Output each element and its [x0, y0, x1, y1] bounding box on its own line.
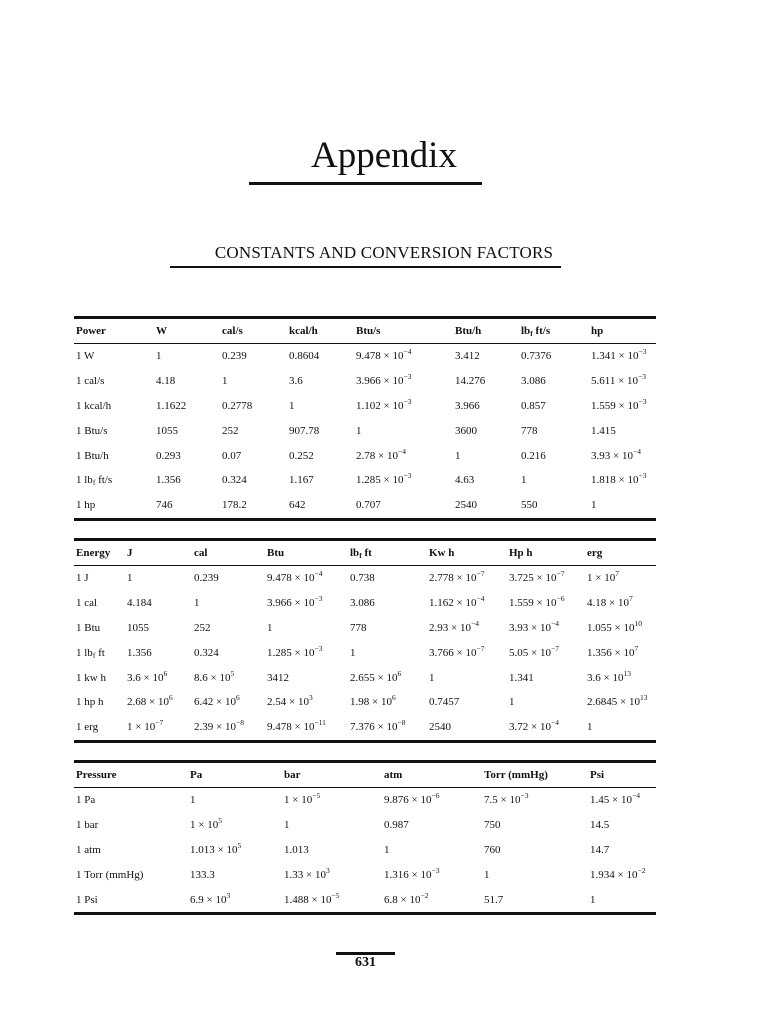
table-cell: $2.655 \times 10^6$ [350, 668, 402, 684]
column-header: cal/s [222, 325, 243, 337]
column-header: atm [384, 769, 403, 781]
table-row [74, 369, 656, 394]
table-cell: 0.324 [222, 474, 247, 487]
table-cell: 1 [190, 794, 196, 807]
table-cell: 1 [194, 597, 200, 610]
energy-conversion-table [74, 538, 656, 743]
table-cell: $2.39 \times 10^{-8}$ [194, 718, 244, 734]
table-cell: $2.778 \times 10^{-7}$ [429, 569, 485, 585]
table-cell: 1 [222, 375, 228, 388]
row-label: 1 cal/s [76, 375, 105, 388]
table-cell: 0.707 [356, 499, 381, 512]
table-row [74, 468, 656, 493]
table-cell: $5.611 \times 10^{-3}$ [591, 372, 647, 388]
table-cell: 0.7457 [429, 696, 460, 709]
table-cell: 3600 [455, 424, 477, 437]
row-label: 1 Torr (mmHg) [76, 868, 144, 881]
table-row [74, 443, 656, 468]
table-cell: 14.5 [590, 819, 610, 832]
table-cell: 0.324 [194, 646, 219, 659]
table-cell: $3.966 \times 10^{-3}$ [356, 372, 412, 388]
table-row [74, 493, 656, 519]
table-cell: 3412 [267, 671, 289, 684]
table-cell: $1.285 \times 10^{-3}$ [356, 471, 412, 487]
table-row [74, 344, 656, 369]
table-cell: $3.766 \times 10^{-7}$ [429, 643, 485, 659]
table-cell: 1 [350, 646, 356, 659]
table-cell: 1.1622 [156, 399, 187, 412]
table-cell: 0.738 [350, 572, 375, 585]
table-cell: $1.33 \times 10^3$ [284, 865, 330, 881]
table-cell: $1 \times 10^5$ [190, 816, 222, 832]
row-label: 1 kw h [76, 671, 106, 684]
table-cell: 907.78 [289, 424, 320, 437]
table-cell: $1.818 \times 10^{-3}$ [591, 471, 647, 487]
table-cell: 133.3 [190, 868, 215, 881]
table-cell: $3.725 \times 10^{-7}$ [509, 569, 565, 585]
column-header: Energy [76, 547, 111, 559]
table-cell: $1.559 \times 10^{-6}$ [509, 594, 565, 610]
column-header: W [156, 325, 167, 337]
table-cell: 1 [455, 449, 461, 462]
column-header: Btu [267, 547, 285, 559]
table-cell: $3.72 \times 10^{-4}$ [509, 718, 559, 734]
table-header-row [74, 540, 656, 566]
table-row [74, 665, 656, 690]
table-cell: 3.6 [289, 375, 303, 388]
column-header: Torr (mmHg) [484, 769, 548, 781]
column-header: hp [591, 325, 604, 337]
table-row [74, 566, 656, 591]
table-cell: 1.013 [284, 843, 309, 856]
table-cell: 3.086 [521, 375, 546, 388]
table-cell: 746 [156, 499, 173, 512]
table-row [74, 838, 656, 863]
table-cell: $1.98 \times 10^6$ [350, 693, 396, 709]
table-cell: 0.7376 [521, 350, 552, 363]
table-cell: 4.18 [156, 375, 176, 388]
column-header: Btu/s [356, 325, 381, 337]
table-cell: $4.18 \times 10^7$ [587, 594, 633, 610]
page-number: 631 [355, 955, 376, 970]
table-row [74, 640, 656, 665]
column-header: $lb_f$ ft/s [521, 325, 551, 338]
table-cell: 3.412 [455, 350, 480, 363]
table-cell: 1 [384, 843, 390, 856]
table-cell: $1.162 \times 10^{-4}$ [429, 594, 485, 610]
table-cell: 1055 [127, 621, 149, 634]
table-cell: 0.07 [222, 449, 242, 462]
table-cell: $1.934 \times 10^{-2}$ [590, 865, 646, 881]
section-heading: CONSTANTS AND CONVERSION FACTORS [214, 243, 554, 262]
table-cell: 1 [591, 499, 597, 512]
table-row [74, 394, 656, 419]
power-conversion-table [74, 316, 656, 521]
column-header: Pressure [76, 769, 117, 781]
row-label: 1 J [76, 572, 89, 585]
table-cell: 1 [127, 572, 133, 585]
row-label: 1 Psi [76, 893, 98, 906]
table-cell: 4.63 [455, 474, 475, 487]
table-cell: 760 [484, 843, 501, 856]
table-cell: 2540 [455, 499, 477, 512]
table-cell: 1 [356, 424, 362, 437]
table-cell: $1.488 \times 10^{-5}$ [284, 890, 340, 906]
column-header: Kw h [429, 547, 455, 559]
table-row [74, 887, 656, 913]
table-cell: $1.285 \times 10^{-3}$ [267, 643, 323, 659]
table-cell: 0.239 [222, 350, 247, 363]
table-cell: $8.6 \times 10^5$ [194, 668, 235, 684]
table-cell: 642 [289, 499, 306, 512]
table-cell: $1.559 \times 10^{-3}$ [591, 396, 647, 412]
table-cell: 778 [350, 621, 367, 634]
column-header: $lb_f$ ft [350, 547, 372, 560]
table-cell: 550 [521, 499, 538, 512]
table-cell: 778 [521, 424, 538, 437]
table-cell: $1 \times 10^7$ [587, 569, 619, 585]
table-cell: $9.478 \times 10^{-4}$ [267, 569, 323, 585]
table-cell: 1 [590, 893, 596, 906]
table-cell: 1 [284, 819, 290, 832]
row-label: 1 bar [76, 819, 99, 832]
table-cell: 1 [429, 671, 435, 684]
table-header-row [74, 762, 656, 788]
table-header-row [74, 318, 656, 344]
table-cell: $7.5 \times 10^{-3}$ [484, 791, 529, 807]
table-cell: 1.356 [156, 474, 181, 487]
row-label: 1 Btu/s [76, 424, 108, 437]
row-label: 1 $lb_f$ ft/s [76, 474, 113, 488]
table-cell: $9.478 \times 10^{-4}$ [356, 347, 412, 363]
table-cell: 0.987 [384, 819, 409, 832]
column-header: Power [76, 325, 106, 337]
table-cell: $6.8 \times 10^{-2}$ [384, 890, 429, 906]
table-cell: 51.7 [484, 893, 504, 906]
table-cell: $3.6 \times 10^6$ [127, 668, 168, 684]
row-label: 1 $lb_f$ ft [76, 646, 105, 660]
pressure-conversion-table [74, 760, 656, 915]
table-cell: 1 [156, 350, 162, 363]
table-cell: $3.966 \times 10^{-3}$ [267, 594, 323, 610]
table-row [74, 418, 656, 443]
table-cell: 0.8604 [289, 350, 320, 363]
table-cell: 1055 [156, 424, 178, 437]
table-cell: $3.6 \times 10^{13}$ [587, 668, 631, 684]
table-cell: $2.68 \times 10^6$ [127, 693, 173, 709]
column-header: Btu/h [455, 325, 482, 337]
table-cell: 3.086 [350, 597, 375, 610]
row-label: 1 cal [76, 597, 98, 610]
table-cell: $3.93 \times 10^{-4}$ [509, 618, 559, 634]
table-cell: 0.857 [521, 399, 546, 412]
table-cell: $1.45 \times 10^{-4}$ [590, 791, 640, 807]
table-cell: $2.54 \times 10^3$ [267, 693, 313, 709]
table-cell: 0.239 [194, 572, 219, 585]
table-cell: 750 [484, 819, 501, 832]
table-row [74, 591, 656, 616]
appendix-title: Appendix [311, 135, 457, 176]
table-cell: 1.341 [509, 671, 534, 684]
table-cell: 1 [509, 696, 515, 709]
row-label: 1 Btu/h [76, 449, 109, 462]
table-cell: $7.376 \times 10^{-8}$ [350, 718, 406, 734]
column-header: Psi [590, 769, 605, 781]
table-cell: $1.102 \times 10^{-3}$ [356, 396, 412, 412]
table-cell: $9.478 \times 10^{-11}$ [267, 718, 326, 734]
table-row [74, 813, 656, 838]
row-label: 1 Pa [76, 794, 96, 807]
heading-underline [170, 266, 561, 268]
column-header: kcal/h [289, 325, 318, 337]
table-cell: 0.216 [521, 449, 546, 462]
table-cell: 1.356 [127, 646, 152, 659]
table-cell: 3.966 [455, 399, 480, 412]
row-label: 1 Btu [76, 621, 101, 634]
table-cell: 1.167 [289, 474, 314, 487]
table-row [74, 690, 656, 715]
column-header: bar [284, 769, 301, 781]
table-cell: 178.2 [222, 499, 247, 512]
table-cell: $2.6845 \times 10^{13}$ [587, 693, 648, 709]
table-row [74, 788, 656, 813]
table-cell: 0.252 [289, 449, 314, 462]
table-cell: $1.013 \times 10^5$ [190, 840, 242, 856]
column-header: J [127, 547, 133, 559]
table-cell: $1 \times 10^{-7}$ [127, 718, 164, 734]
table-cell: 4.184 [127, 597, 152, 610]
table-cell: 0.2778 [222, 399, 253, 412]
table-cell: $1.316 \times 10^{-3}$ [384, 865, 440, 881]
row-label: 1 kcal/h [76, 399, 112, 412]
table-cell: $9.876 \times 10^{-6}$ [384, 791, 440, 807]
table-cell: $1.356 \times 10^7$ [587, 643, 639, 659]
table-cell: 1 [289, 399, 295, 412]
row-label: 1 hp h [76, 696, 104, 709]
table-cell: 1 [267, 621, 273, 634]
table-cell: $2.93 \times 10^{-4}$ [429, 618, 479, 634]
table-cell: $5.05 \times 10^{-7}$ [509, 643, 559, 659]
column-header: erg [587, 547, 603, 559]
title-underline [249, 182, 482, 185]
table-cell: $1.341 \times 10^{-3}$ [591, 347, 647, 363]
table-cell: 0.293 [156, 449, 181, 462]
table-cell: 1 [484, 868, 490, 881]
table-cell: $1.055 \times 10^{10}$ [587, 618, 642, 634]
row-label: 1 hp [76, 499, 96, 512]
table-row [74, 862, 656, 887]
column-header: Hp h [509, 547, 533, 559]
table-cell: $6.9 \times 10^3$ [190, 890, 231, 906]
table-row [74, 616, 656, 641]
table-cell: 2540 [429, 721, 451, 734]
row-label: 1 atm [76, 843, 101, 856]
table-cell: $6.42 \times 10^6$ [194, 693, 240, 709]
column-header: cal [194, 547, 208, 559]
table-cell: 252 [222, 424, 239, 437]
table-cell: $3.93 \times 10^{-4}$ [591, 446, 641, 462]
table-cell: 1.415 [591, 424, 616, 437]
column-header: Pa [190, 769, 203, 781]
table-cell: 1 [587, 721, 593, 734]
row-label: 1 erg [76, 721, 99, 734]
row-label: 1 W [76, 350, 95, 363]
table-cell: $1 \times 10^{-5}$ [284, 791, 321, 807]
table-cell: 252 [194, 621, 211, 634]
table-cell: 1 [521, 474, 527, 487]
table-cell: $2.78 \times 10^{-4}$ [356, 446, 406, 462]
table-row [74, 715, 656, 741]
table-cell: 14.276 [455, 375, 486, 388]
table-cell: 14.7 [590, 843, 610, 856]
